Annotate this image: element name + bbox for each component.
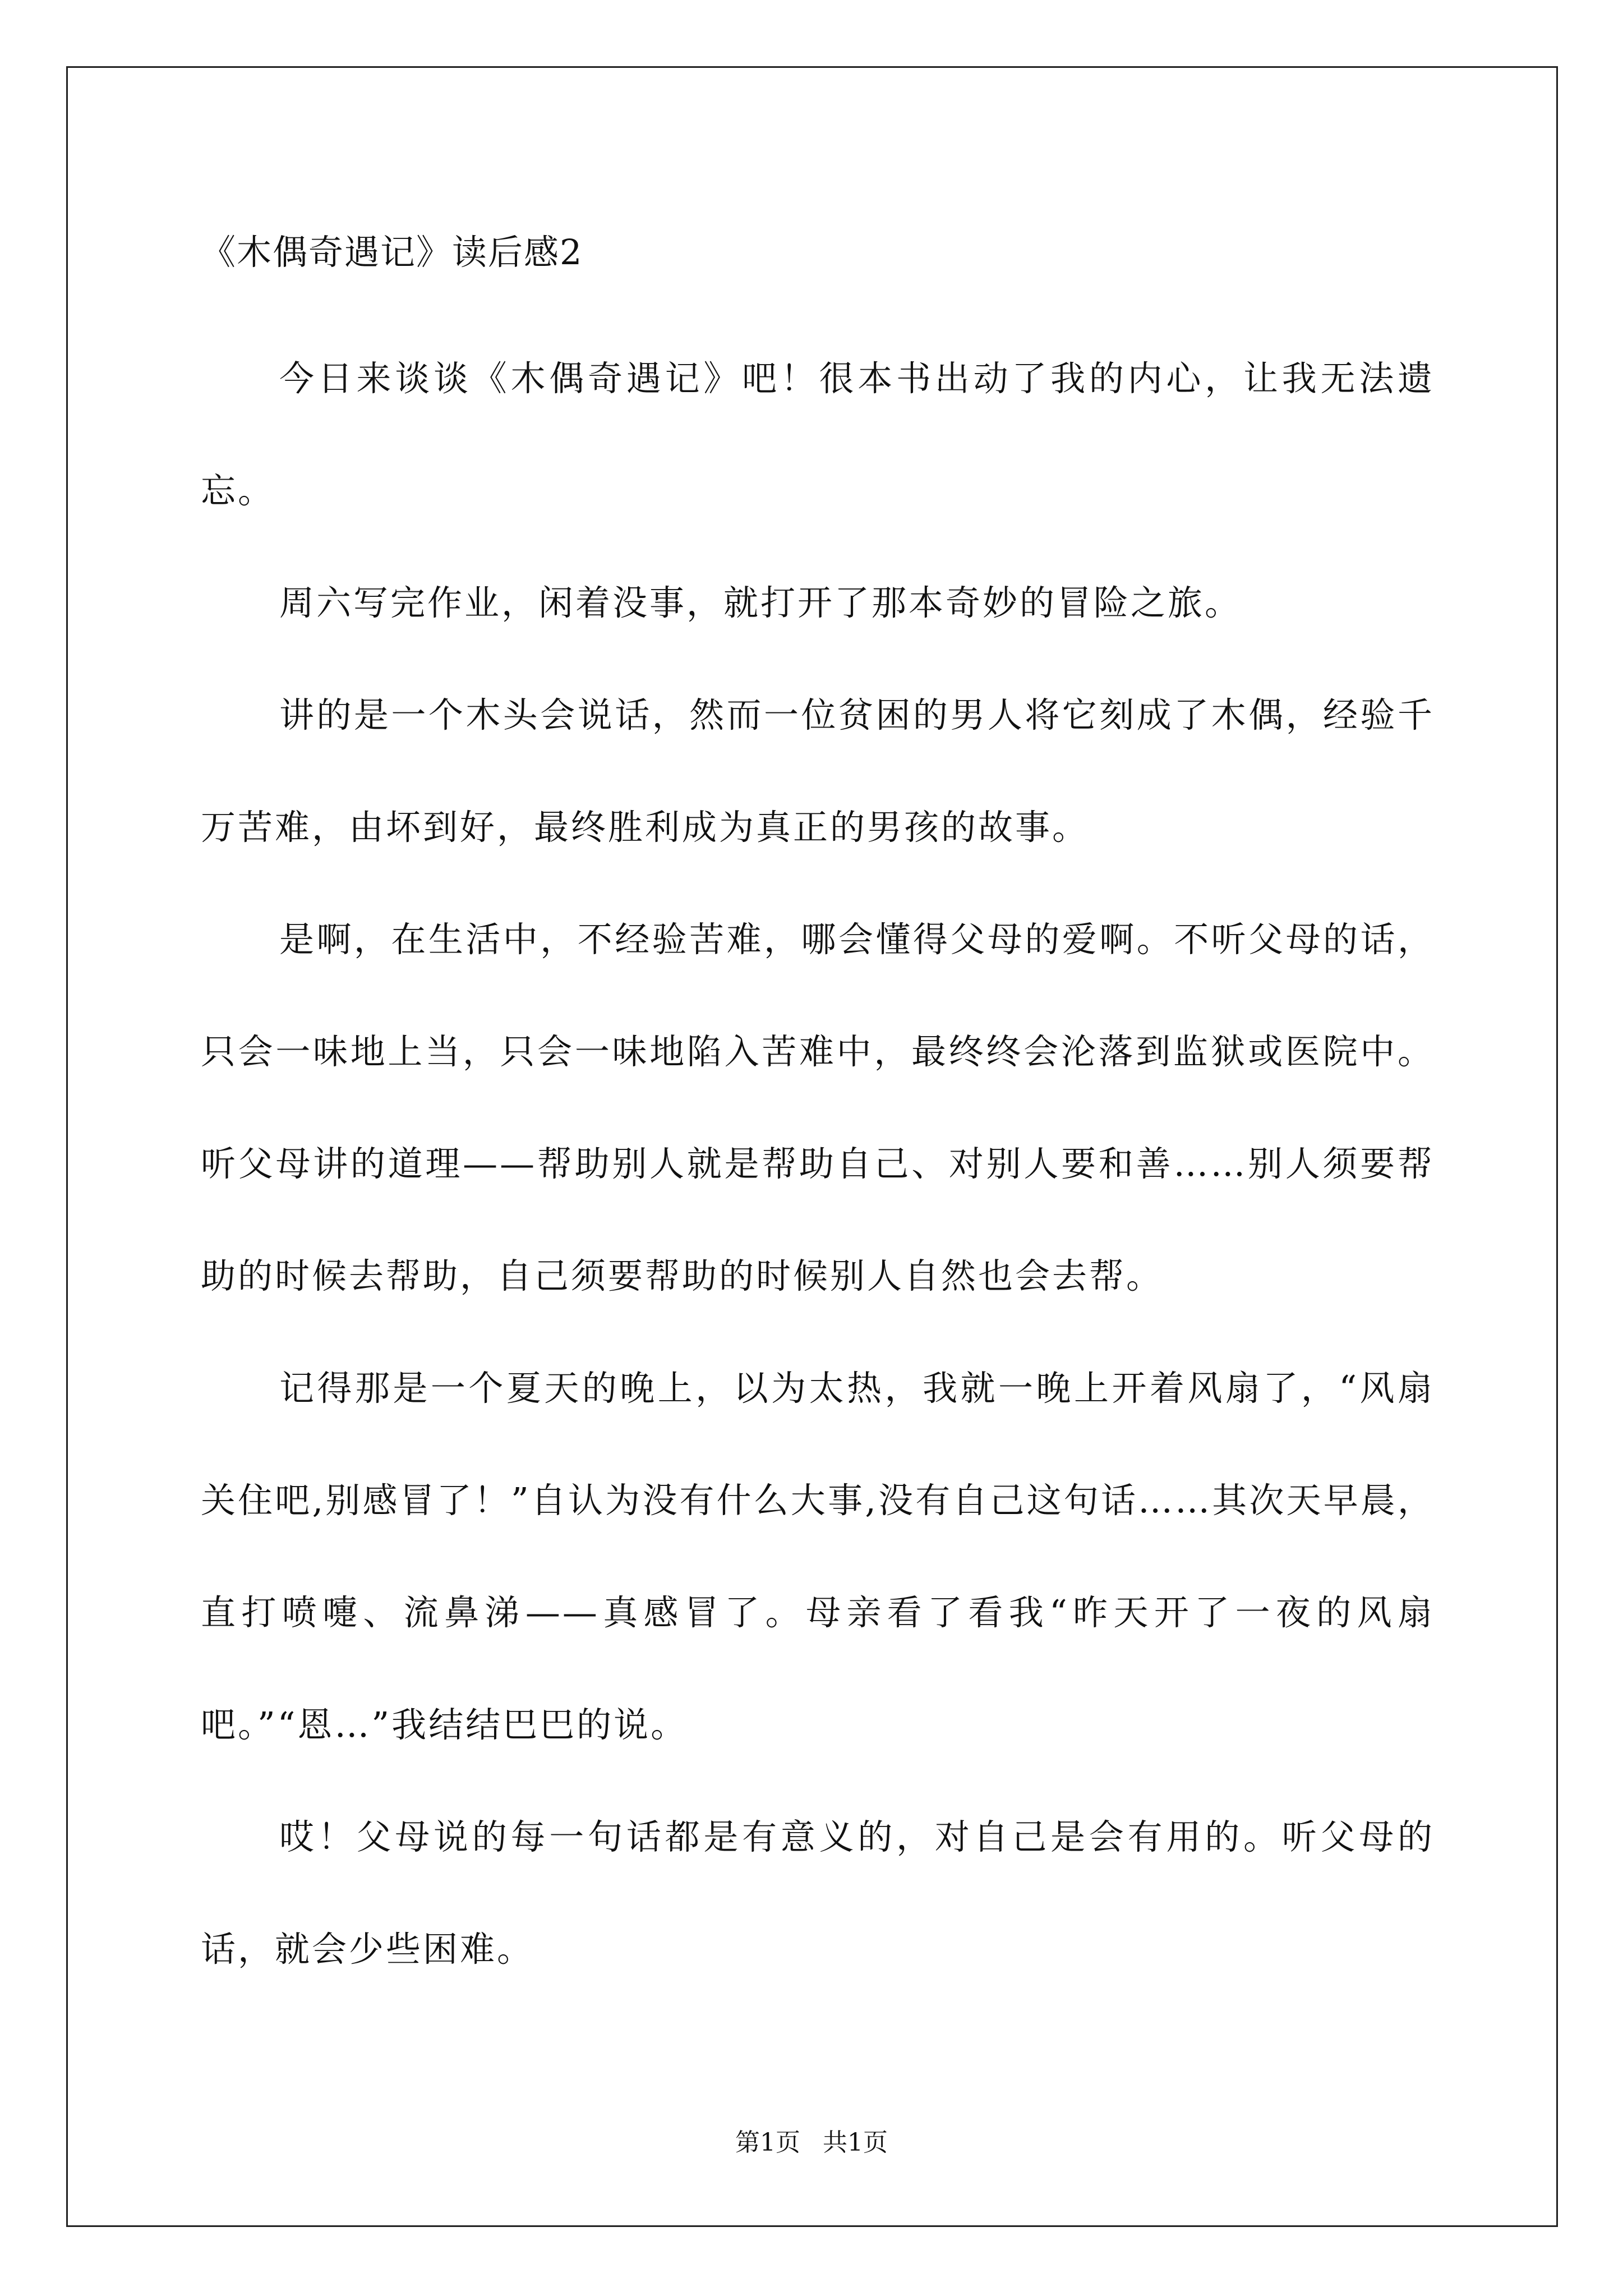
document-title: 《木偶奇遇记》读后感2: [201, 232, 583, 273]
paragraph-2: 周六写完作业，闲着没事，就打开了那本奇妙的冒险之旅。: [279, 582, 1242, 623]
paragraph-5: 记得那是一个夏天的晚上，以为太热，我就一晚上开着风扇了，“风扇关住吧,别感冒了！”自认为没有什么大事,没有自己这句话……其次天早晨，直打喷嚏、流鼻涕——真感冒了。母亲看了看我“昨天开了一夜的风扇吧。”“恩…”我结结巴巴的说。: [201, 1368, 1435, 1745]
paragraph-4: 是啊，在生活中，不经验苦难，哪会懂得父母的爱啊。不听父母的话，只会一味地上当，只会一味地陷入苦难中，最终终会沦落到监狱或医院中。听父母讲的道理——帮助别人就是帮助自己、对别人要和善……别人须要帮助的时候去帮助，自己须要帮助的时候别人自然也会去帮。: [201, 919, 1435, 1296]
paragraph-1: 今日来谈谈《木偶奇遇记》吧！很本书出动了我的内心，让我无法遗忘。: [201, 358, 1435, 511]
paragraph-6: 哎！父母说的每一句话都是有意义的，对自己是会有用的。听父母的话，就会少些困难。: [201, 1816, 1435, 1970]
paragraph-3: 讲的是一个木头会说话，然而一位贫困的男人将它刻成了木偶，经验千万苦难，由坏到好，最终胜利成为真正的男孩的故事。: [201, 694, 1435, 848]
page-footer: [0, 2126, 1623, 2160]
page-total: 共1页: [823, 2128, 888, 2157]
document-body: [201, 222, 1435, 2005]
page-number: 第1页: [735, 2128, 800, 2157]
